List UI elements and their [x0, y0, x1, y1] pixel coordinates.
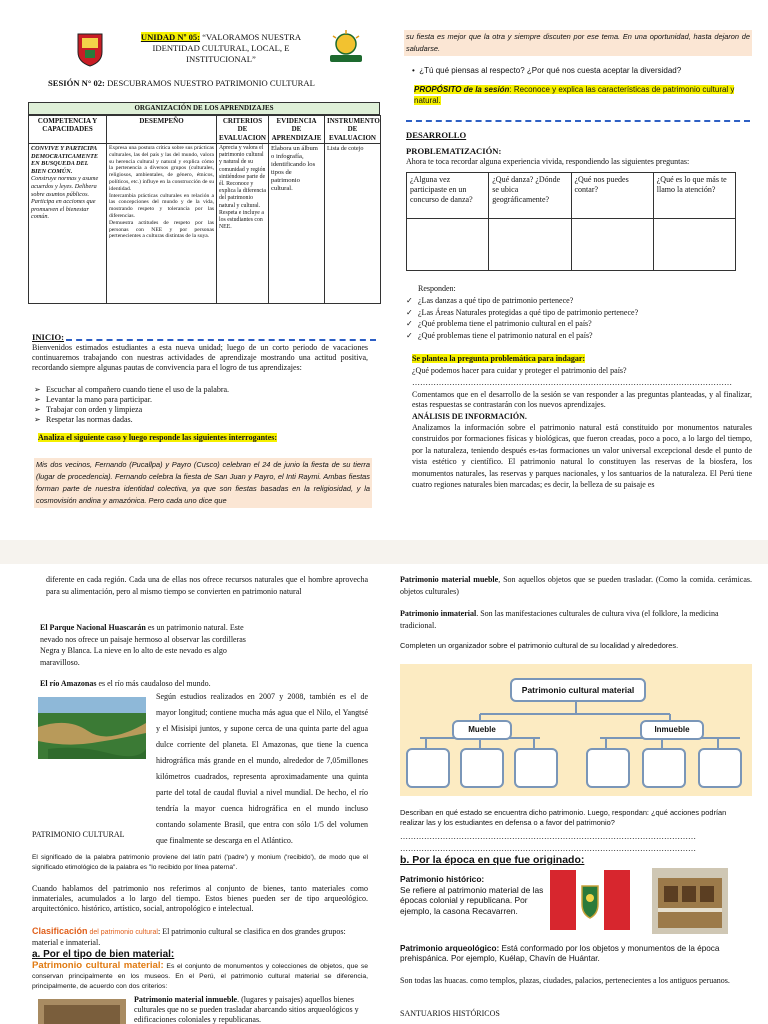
material-heritage-text [32, 961, 368, 992]
list-item: ✓ ¿Las danzas a qué tipo de patrimonio pertenece? [406, 295, 750, 307]
reflection-question: • ¿Tú qué piensas al respecto? ¿Por qué nos cuesta aceptar la diversidad? [412, 66, 682, 75]
answer-line[interactable]: ………………………………………………………………………………………………… [400, 844, 696, 853]
desarrollo-heading: DESARROLLO [406, 130, 467, 140]
by-epoch-heading: b. Por la época en que fue originado: [400, 854, 585, 866]
amazonas-heading [40, 679, 360, 689]
list-item: ✓ ¿Las Áreas Naturales protegidas a qué tipo de patrimonio pertenece? [406, 307, 750, 319]
movable-heritage-text [400, 574, 752, 597]
heritage-organizer [400, 664, 752, 796]
page-gap [0, 540, 768, 564]
unit-title: “VALORAMOS NUESTRA IDENTIDAD CULTURAL, LOCAL, E INSTITUCIONAL” [152, 32, 302, 64]
col-header-competence: COMPETENCIA Y CAPACIDADES [29, 115, 107, 144]
list-item: ➢ Trabajar con orden y limpieza [34, 405, 364, 415]
evidence-cell: Elabora un álbum o infografía, identificando los tipos de patrimonio cultural. [269, 144, 325, 304]
organizer-blank-box[interactable] [514, 748, 558, 788]
list-item: ✓ ¿Qué problemas tiene el patrimonio natural en el país? [406, 330, 750, 342]
performance-item: Expresa una postura crítica sobre sus prácticas culturales, las del país y las del mundo, valora su herencia cultural y natural y explica cómo la pertenencia a diversos grupos (culturales, religiosos, ambientales, de género, étnicos, políticos, etc.) influye en la construcción de su identidad. [109, 145, 214, 192]
huascaran-text [40, 622, 264, 668]
page-3 [0, 564, 384, 1024]
organizer-inmueble-box: Inmueble [640, 720, 704, 740]
patrimonio-definition: Cuando hablamos del patrimonio nos referimos al conjunto de bienes, tanto materiales como inmateriales, acumulados a lo largo del tiempo. Estos bienes pueden ser de tipo arqueológico. arquitectónico. histórico, artístico, social, antropológico e intelectual. [32, 884, 368, 913]
material-heritage-label: Patrimonio cultural material: [32, 960, 164, 971]
historic-label: Patrimonio histórico: [400, 874, 485, 884]
huascaran-label: El Parque Nacional Huascarán [40, 623, 146, 632]
movable-description: , Son aquellos objetos que se pueden trasladar. (Como la comida. cerámicas. objetos culturales) [400, 575, 753, 596]
page-1 [0, 0, 384, 540]
col-header-evidence: EVIDENCIA DE APRENDIZAJE [269, 115, 325, 144]
question-cell: ¿Alguna vez participaste en un concurso de danza? [407, 173, 489, 219]
answer-cell[interactable] [571, 219, 653, 271]
session-heading [48, 78, 368, 89]
instrument-cell: Lista de cotejo [325, 144, 381, 304]
intangible-heritage-text [400, 608, 752, 631]
list-item: ➢ Levantar la mano para participar. [34, 395, 364, 405]
col-header-instrument: INSTRUMENTO DE EVALUACION [325, 115, 381, 144]
comment-text: Comentamos que en el desarrollo de la sesión se van responder a las preguntas planteadas, y al finalizar, estas respuestas se contrastarán con los nuevos aprendizajes. [412, 390, 752, 409]
answer-cell[interactable] [653, 219, 735, 271]
criteria-cell: Aprecia y valora el patrimonio cultural y natural de su comunidad y región sintiéndose parte de él. Reconoce y explica la diferencia del patrimonio natural y cultural. Respeta e incluye a los estudiantes con NEE. [217, 144, 269, 304]
immovable-description: . (lugares y paisajes) aquellos bienes culturales que no se pueden trasladar abarcando sitios arqueológicos y edificaciones coloniales y republicanas. [134, 995, 359, 1024]
organizer-root-box: Patrimonio cultural material [510, 678, 646, 702]
question-cell: ¿Qué danza? ¿Dónde se ubica geográficamente? [489, 173, 571, 219]
classification-rest: : El patrimonio cultural se clasifica en dos grandes grupos: material e inmaterial. [32, 927, 346, 947]
archaeological-description: Está conformado por los objetos y monumentos de la época prehispánica. Por ejemplo, Kuélap, Chavín de Huántar. [400, 944, 720, 963]
case-text-continued: su fiesta es mejor que la otra y siempre discuten por ese tema. En una oportunidad, hasta dejaron de saludarse. [404, 30, 752, 56]
analysis-heading: ANÁLISIS DE INFORMACIÓN. [412, 412, 527, 421]
amazon-river-photo [38, 697, 146, 759]
page-2 [384, 0, 768, 540]
problematization-text: Ahora te toca recordar alguna experiencia vivida, respondiendo las siguientes preguntas: [406, 157, 690, 166]
material-heritage-description: Es el conjunto de monumentos y colecciones de objetos, que se conservan principalmente en los museos. En el Perú, el patrimonio cultural material se diferencia, principalmente, de acuerdo con dos criterios: [32, 963, 369, 990]
immovable-label: Patrimonio material inmueble [134, 995, 238, 1004]
describe-prompt: Describan en qué estado se encuentra dicho patrimonio. Luego, respondan: ¿qué acciones podrían realizar las y los estudiantes en defensa o a favor del patrimonio? [400, 808, 727, 827]
performance-item: Intercambia prácticas culturales en relación a las concepciones del mundo y de la vida, mostrando respeto y tolerancia por las diferencias. [109, 192, 214, 219]
analysis-text: Analizamos la información sobre el patrimonio natural está constituido por monumentos naturales construidos por formaciones físicas y biológicas, que fueron creadas, poco a poco, a lo largo del tiempo, por la naturaleza, teniendo después es-tas formaciones un valor universal excepcional desde el punto de vista estético y científico. El patrimonio natural lo constituyen las reservas de la biosfera, los monumentos naturales, las reservas y parques nacionales, y los santuarios de la naturaleza. El Perú tiene cuatro regiones naturales bien marcadas; es decir, la belleza de su paisaje es [412, 423, 752, 490]
intangible-description: . Son las manifestaciones culturales de cultura viva (el folklore, la medicina tradicional. [400, 609, 719, 630]
competence-title: CONVIVE Y PARTICIPA DEMOCRATICAMENTE EN BUSQUEDA DEL BIEN COMÚN. [31, 145, 99, 175]
amazonas-text-a [156, 689, 368, 849]
amazonas-description: Según estudios realizados en 2007 y 2008, también es el de mayor longitud; contiene mucha más agua que el Nilo, el Yangtsé y el Misisipi juntos, y supone cerca de una quinta parte del agua dulce corriente del planeta. El Amazonas, que tiene la cuenca hidrográfica más grande en el mundo, alrededor de 7,05millones kilómetros cuadrados, representa aproximadamente una quinta parte del total de caudal fluvial a nivel mundial. De hecho, el río tendría la mayor cuenca hidrográfica en el mundo incluso contando solamente Brasil, que entra con sólo 1/5 del volumen que finalmente se descarga en el Atlántico. [156, 692, 368, 845]
classification-label: Clasificación [32, 926, 88, 936]
question-cell: ¿Qué nos puedes contar? [571, 173, 653, 219]
immovable-heritage-text [134, 995, 368, 1024]
reflection-question-text: ¿Tú qué piensas al respecto? ¿Por qué nos cuesta aceptar la diversidad? [419, 66, 682, 75]
colonial-building-photo [38, 999, 126, 1024]
by-type-heading: a. Por el tipo de bien material: [32, 949, 175, 960]
huascaran-description: es un patrimonio natural. Este nevado nos ofrece un paisaje hermoso al observar las cordilleras Negra y Blanca. La nieve en lo alto de este nevado es algo maravilloso. [40, 623, 246, 667]
problem-question-label: Se plantea la pregunta problemática para indagar: [412, 354, 586, 363]
list-item: ➢ Respetar las normas dadas. [34, 415, 364, 425]
purpose-text: : Reconoce y explica las características de patrimonio cultural y natural. [414, 85, 735, 105]
session-label: SESIÓN N° 02: [48, 78, 105, 88]
check-list [406, 295, 750, 341]
unit-label: UNIDAD Nº 05: [140, 32, 201, 42]
organizer-blank-box[interactable] [698, 748, 742, 788]
competence-capacities: Construye normas y asume acuerdos y leyes. Delibera sobre asuntos públicos. Participa en acciones que promueven el bienestar común. [31, 175, 99, 221]
purpose-label: PROPÓSITO de la sesión [414, 85, 510, 94]
archaeological-heritage-text [400, 944, 752, 964]
sanctuaries-heading: SANTUARIOS HISTÓRICOS [400, 1009, 500, 1018]
organizer-prompt: Completen un organizador sobre el patrimonio cultural de su localidad y alrededores. [400, 641, 679, 650]
learning-table [28, 102, 380, 304]
organizer-blank-box[interactable] [586, 748, 630, 788]
organizer-blank-box[interactable] [642, 748, 686, 788]
col-header-performance: DESEMPEÑO [107, 115, 217, 144]
organizer-mueble-box: Mueble [452, 720, 512, 740]
rules-list [34, 385, 364, 425]
archaeological-label: Patrimonio arqueológico: [400, 944, 500, 953]
col-header-criteria: CRITERIOS DE EVALUACION [217, 115, 269, 144]
answer-line[interactable]: ………………………………………………………………………………………………………… [412, 378, 732, 387]
unit-heading [126, 32, 316, 65]
problem-question: ¿Qué podemos hacer para cuidar y proteger el patrimonio del país? [412, 366, 627, 375]
huacas-text: Son todas las huacas. como templos, plazas, ciudades, palacios, pertenecientes a los antiguos peruanos. [400, 976, 730, 985]
classification-sub: del patrimonio cultural [87, 929, 158, 936]
section-divider [406, 120, 750, 122]
patrimonio-meaning: El significado de la palabra patrimonio proviene del latín patri ('padre') y monium ('recibido'), de modo que el significado etimológico de la palabra es "lo recibido por línea paterna". [32, 854, 368, 871]
case-prompt: Analiza el siguiente caso y luego responde las siguientes interrogantes: [38, 433, 278, 442]
sun-emblem-logo [322, 30, 370, 66]
question-cell: ¿Qué es lo que más te llamo la atención? [653, 173, 735, 219]
intangible-label: Patrimonio inmaterial [400, 609, 477, 618]
movable-label: Patrimonio material mueble [400, 575, 499, 584]
learning-table-title: ORGANIZACIÓN DE LOS APRENDIZAJES [28, 102, 380, 115]
natural-heritage-text: diferente en cada región. Cada una de ellas nos ofrece recursos naturales que el hombre aprovecha para su alimentación, pero al mismo tiempo se convierten en patrimonio natural [46, 575, 368, 596]
peru-coat-of-arms-image [550, 870, 630, 930]
casona-recavarren-photo [652, 868, 728, 934]
amazonas-label-rest: es el río más caudaloso del mundo. [96, 679, 211, 688]
school-shield-logo [76, 32, 104, 68]
case-text: Mis dos vecinos, Fernando (Pucallpa) y Payro (Cusco) celebran el 24 de junio la fiesta de su tierra (lugar de procedencia). Fernando celebra la fiesta de San Juan y Payro, el Inti Raymi. Ambas fiestas forman parte de nuestra identidad colectiva, ya que son fiestas basadas en la religiosidad, y la cosmovisión andina y amazónica. Pero cada uno dice que [34, 458, 372, 508]
answer-cell[interactable] [407, 219, 489, 271]
respond-label: Responden: [418, 284, 456, 293]
historic-description: Se refiere al patrimonio material de las épocas colonial y republicana. Por ejemplo, la casona Recavarren. [400, 884, 544, 916]
list-item: ➢ Escuchar al compañero cuando tiene el uso de la palabra. [34, 385, 364, 395]
page-4 [384, 564, 768, 1024]
questions-table [406, 172, 736, 271]
organizer-blank-box[interactable] [460, 748, 504, 788]
patrimonio-cultural-heading: PATRIMONIO CULTURAL [32, 830, 125, 839]
session-purpose [414, 84, 748, 106]
historic-heritage-text [400, 874, 550, 916]
performance-item: Demuestra actitudes de respeto por las personas con NEE y por personas pertenecientes a culturas distintas de la suya. [109, 219, 214, 240]
session-title: DESCUBRAMOS NUESTRO PATRIMONIO CULTURAL [104, 78, 315, 88]
list-item: ✓ ¿Qué problema tiene el patrimonio cultural en el país? [406, 318, 750, 330]
problematization-heading: PROBLEMATIZACIÓN: [406, 146, 502, 156]
classification-text [32, 926, 368, 948]
inicio-intro: Bienvenidos estimados estudiantes a esta nueva unidad; luego de un corto periodo de vacaciones continuaremos trabajando con nuestras actividades de aprendizaje mostrando una actitud positiva, recordando siempre algunas pautas de convivencia para el logro de tus aprendizajes: [32, 343, 368, 372]
organizer-blank-box[interactable] [406, 748, 450, 788]
section-divider [66, 339, 376, 341]
inicio-heading: INICIO: [32, 332, 64, 342]
amazonas-label: El río Amazonas [40, 679, 97, 688]
answer-line[interactable]: ………………………………………………………………………………………………… [400, 832, 696, 841]
answer-cell[interactable] [489, 219, 571, 271]
